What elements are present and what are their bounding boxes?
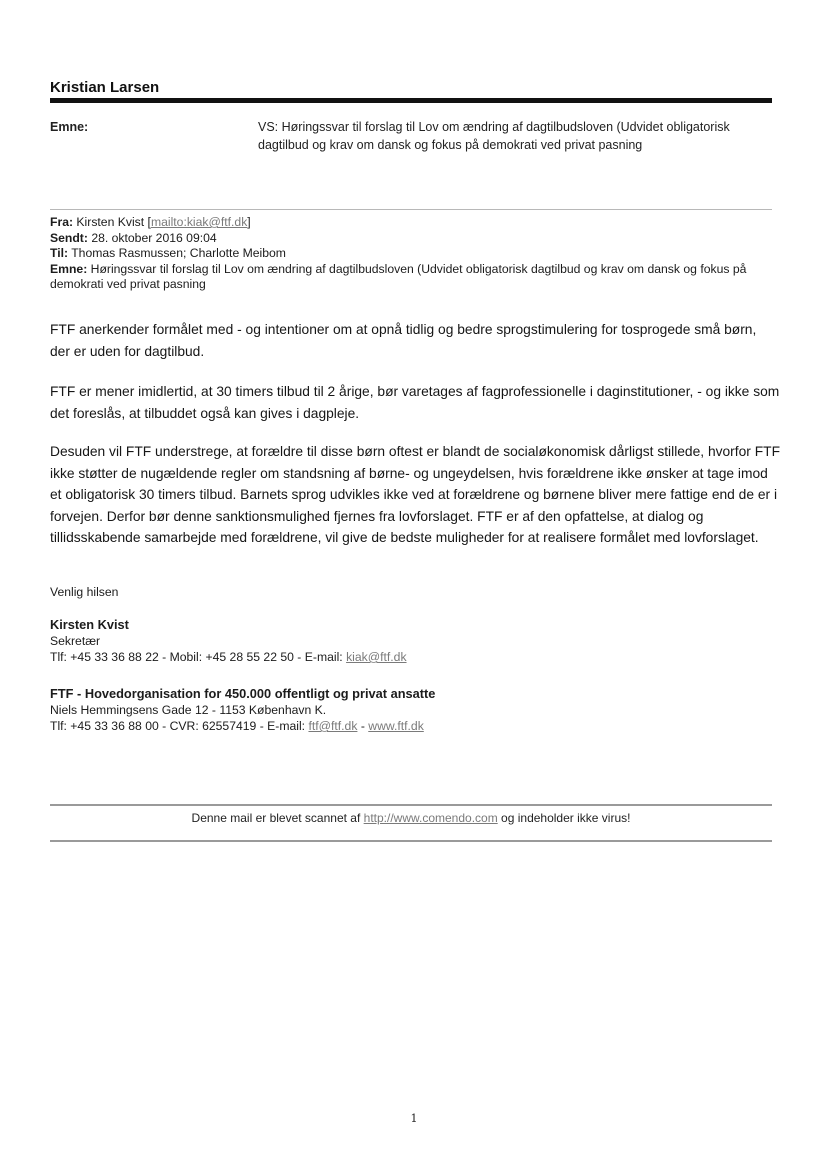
scan-notice-suffix: og indeholder ikke virus!: [501, 811, 631, 825]
from-line: Fra: Kirsten Kvist [mailto:kiak@ftf.dk]: [50, 215, 251, 229]
organization-contact: [50, 718, 780, 734]
footer-divider-bottom: [50, 840, 772, 842]
signature-name: Kirsten Kvist: [50, 617, 129, 632]
forwarded-headers: [50, 215, 780, 293]
body-paragraph: FTF er mener imidlertid, at 30 timers tilbud til 2 årige, bør varetages af fagprofessionelle i daginstitutioner, - og ikke som det foreslås, at tilbuddet også kan gives i dagpleje.: [50, 384, 780, 421]
to-value: Thomas Rasmussen; Charlotte Meibom: [71, 246, 286, 260]
organization-contact-text: Tlf: +45 33 36 88 00 - CVR: 62557419 - E-mail:: [50, 719, 306, 733]
meta-subject-label: Emne:: [50, 261, 88, 276]
sent-line: [50, 231, 780, 247]
from-email-link[interactable]: mailto:kiak@ftf.dk: [150, 215, 248, 229]
to-line: [50, 246, 780, 262]
organization-website-link[interactable]: www.ftf.dk: [368, 719, 424, 733]
meta-subject-value: Høringssvar til forslag til Lov om ændring af dagtilbudsloven (Udvidet obligatorisk dagtilbud og krav om dansk og fokus på demokrati ved privat pasning: [50, 261, 747, 291]
virus-scan-notice: [50, 811, 772, 825]
signature-contact: [50, 649, 780, 665]
organization-email-link[interactable]: ftf@ftf.dk: [308, 719, 358, 733]
organization-separator: -: [360, 719, 365, 733]
sent-value: 28. oktober 2016 09:04: [91, 230, 217, 245]
body-paragraph: Desuden vil FTF understrege, at forældre til disse børn oftest er blandt de socialøkonomisk dårligst stillede, hvorfor FTF ikke støtter de nugældende regler om standsning af børne- og ungeydelsen, hvis forældrene ikke ønsker at tage imod et obligatorisk 30 timers tilbud. Barnets sprog udvikles ikke ved at forældrene og børnene bliver mere fattige end de er i forvejen. Derfor bør denne sanktionsmulighed fjernes fra lovforslaget. FTF er af den opfattelse, at dialog og tillidsskabende samarbejde med forældrene, vil give de bedste muligheder for at realisere formålet med lovforslaget.: [50, 444, 780, 545]
signature-title: Sekretær: [50, 634, 101, 648]
greeting: Venlig hilsen: [50, 585, 119, 599]
organization-address: Niels Hemmingsens Gade 12 - 1153 København K.: [50, 703, 327, 717]
organization-block: [50, 686, 780, 734]
footer-divider-top: [50, 804, 772, 806]
from-label: Fra:: [50, 215, 74, 229]
scan-notice-prefix: Denne mail er blevet scannet af: [191, 811, 361, 825]
sent-label: Sendt:: [50, 230, 88, 245]
page-number: 1: [410, 1112, 418, 1125]
subject-line: [50, 262, 780, 293]
subject-value: VS: Høringssvar til forslag til Lov om ændring af dagtilbudsloven (Udvidet obligatorisk dagtilbud og krav om dansk og fokus på demokrati ved privat pasning: [258, 120, 730, 152]
body-paragraph: FTF anerkender formålet med - og intentioner om at opnå tidlig og bedre sprogstimulering for tosprogede små børn, der er uden for dagtilbud.: [50, 322, 757, 359]
organization-name: FTF - Hovedorganisation for 450.000 offentligt og privat ansatte: [50, 686, 436, 701]
from-name: Kirsten Kvist: [76, 215, 145, 229]
signature-email-link[interactable]: kiak@ftf.dk: [346, 650, 407, 664]
forward-divider: [50, 209, 772, 210]
comendo-link[interactable]: http://www.comendo.com: [363, 811, 498, 825]
signature-block: [50, 617, 780, 665]
sender-name: Kristian Larsen: [50, 79, 160, 96]
header-divider: [50, 98, 772, 103]
to-label: Til:: [50, 246, 69, 260]
subject-label: Emne:: [50, 120, 89, 134]
signature-contact-text: Tlf: +45 33 36 88 22 - Mobil: +45 28 55 22 50 - E-mail:: [50, 650, 343, 664]
